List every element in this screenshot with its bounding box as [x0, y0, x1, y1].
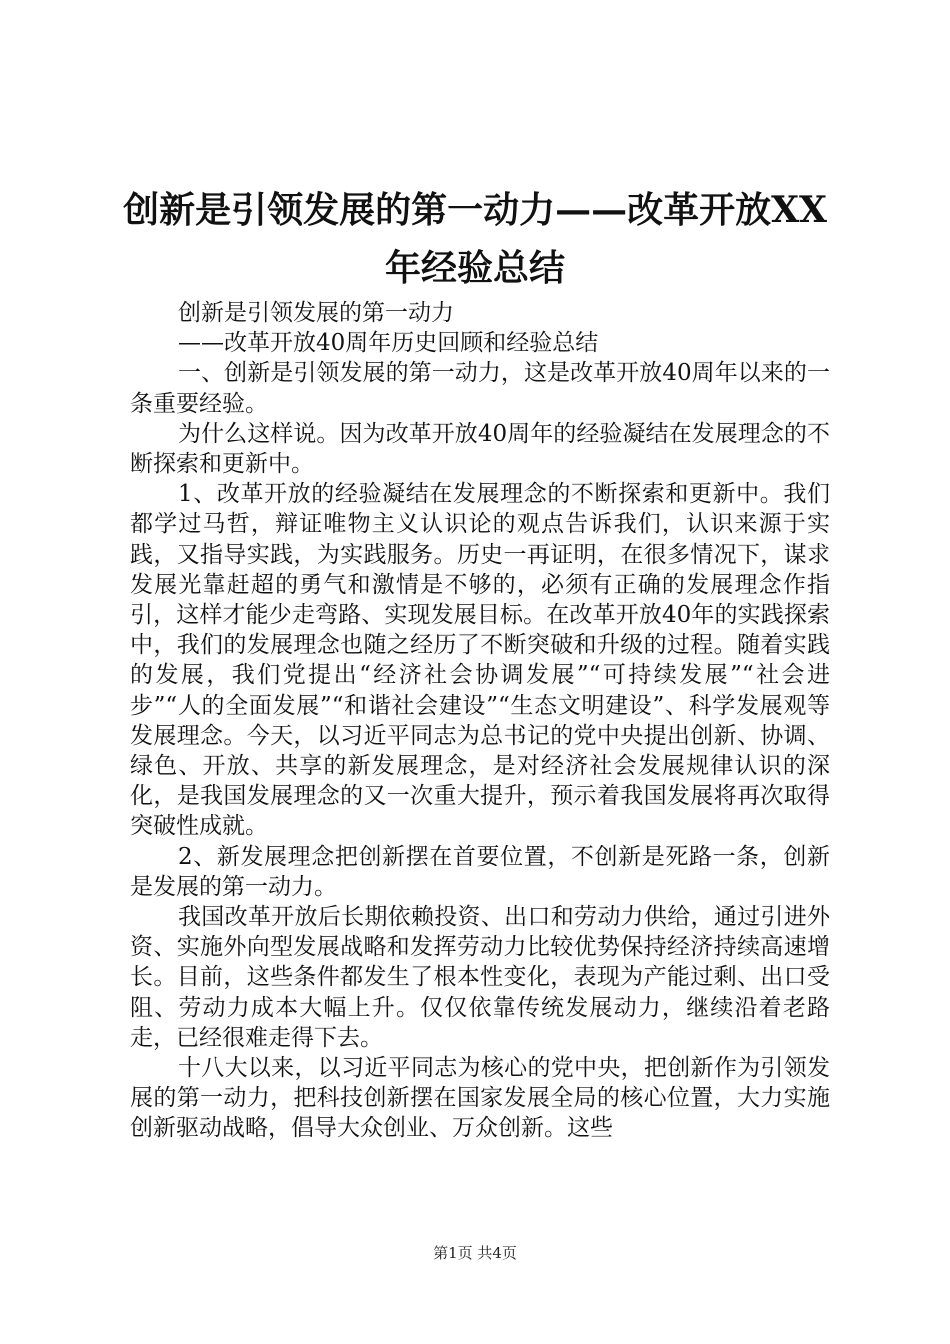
subtitle-line: ——改革开放40周年历史回顾和经验总结	[178, 330, 599, 357]
body-paragraph: 一、创新是引领发展的第一动力，这是改革开放40周年以来的一条重要经验。	[130, 360, 830, 417]
page-number-footer: 第1页 共4页	[433, 1244, 517, 1262]
document-title-line-2: 年经验总结	[384, 247, 565, 289]
document-body	[130, 298, 830, 1144]
body-paragraph: 十八大以来，以习近平同志为核心的党中央，把创新作为引领发展的第一动力，把科技创新摆在国家发展全局的核心位置，大力实施创新驱动战略，倡导大众创业、万众创新。这些	[130, 1055, 830, 1142]
subtitle-line: 创新是引领发展的第一动力	[178, 300, 454, 326]
document-title-line-1: 创新是引领发展的第一动力——改革开放XX	[123, 189, 827, 231]
body-paragraph: 2、新发展理念把创新摆在首要位置，不创新是死路一条，创新是发展的第一动力。	[130, 843, 830, 900]
body-paragraph: 我国改革开放后长期依赖投资、出口和劳动力供给，通过引进外资、实施外向型发展战略和发挥劳动力比较优势保持经济持续高速增长。目前，这些条件都发生了根本性变化，表现为产能过剩、出口受阻、劳动力成本大幅上升。仅仅依靠传统发展动力，继续沿着老路走，已经很难走得下去。	[130, 904, 830, 1051]
body-paragraph: 为什么这样说。因为改革开放40周年的经验凝结在发展理念的不断探索和更新中。	[130, 420, 830, 478]
body-paragraph: 1、改革开放的经验凝结在发展理念的不断探索和更新中。我们都学过马哲，辩证唯物主义认识论的观点告诉我们，认识来源于实践，又指导实践，为实践服务。历史一再证明，在很多情况下，谋求发展光靠赶超的勇气和激情是不够的，必须有正确的发展理念作指引，这样才能少走弯路、实现发展目标。在改革开放40年的实践探索中，我们的发展理念也随之经历了不断突破和升级的过程。随着实践的发展，我们党提出“经济社会协调发展”“可持续发展”“社会进步”“人的全面发展”“和谐社会建设”“生态文明建设”、科学发展观等发展理念。今天，以习近平同志为总书记的党中央提出创新、协调、绿色、开放、共享的新发展理念，是对经济社会发展规律认识的深化，是我国发展理念的又一次重大提升，预示着我国发展将再次取得突破性成就。	[130, 481, 830, 840]
